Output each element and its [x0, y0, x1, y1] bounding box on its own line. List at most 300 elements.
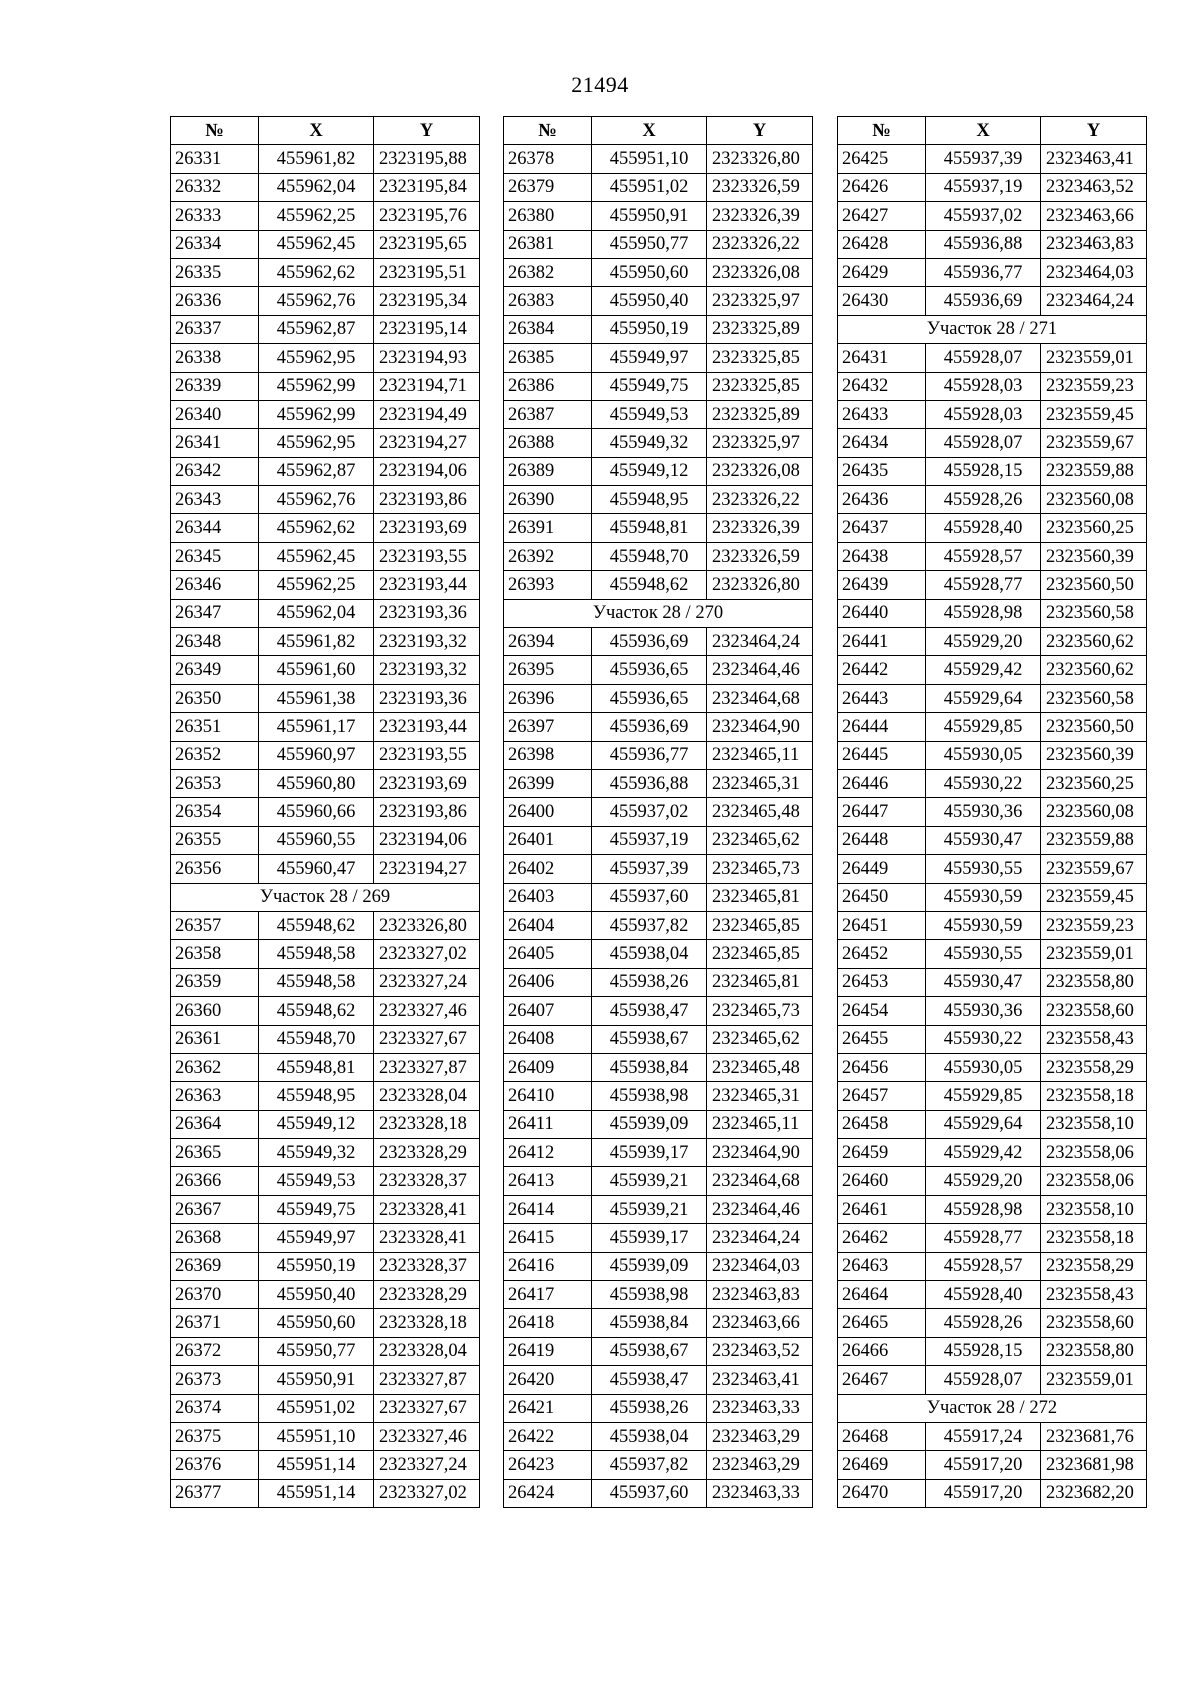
table-row: [504, 1195, 813, 1223]
coordinate-y: 2323194,27: [374, 855, 480, 883]
table-row: [504, 769, 813, 797]
point-number: 26396: [504, 684, 592, 712]
coordinate-x: 455938,47: [592, 997, 707, 1025]
coordinate-y: 2323560,39: [1041, 542, 1147, 570]
table-row: [504, 997, 813, 1025]
table-row: [504, 1110, 813, 1138]
coordinate-y: 2323463,29: [707, 1422, 813, 1450]
table-row: [838, 656, 1147, 684]
coordinate-y: 2323327,24: [374, 1451, 480, 1479]
coordinate-y: 2323195,34: [374, 287, 480, 315]
point-number: 26357: [171, 911, 259, 939]
table-row: [504, 542, 813, 570]
section-heading: Участок 28 / 271: [838, 315, 1147, 343]
point-number: 26437: [838, 514, 926, 542]
table-row: [171, 344, 480, 372]
coordinate-x: 455949,53: [592, 400, 707, 428]
coordinates-table-right: [837, 116, 1147, 1508]
point-number: 26404: [504, 911, 592, 939]
table-row: [171, 599, 480, 627]
table-row: [171, 656, 480, 684]
coordinate-y: 2323326,39: [707, 514, 813, 542]
coordinate-x: 455948,62: [259, 911, 374, 939]
table-row: [504, 1394, 813, 1422]
point-number: 26379: [504, 173, 592, 201]
coordinate-y: 2323560,50: [1041, 713, 1147, 741]
point-number: 26372: [171, 1337, 259, 1365]
table-row: [838, 1195, 1147, 1223]
table-row: [838, 1224, 1147, 1252]
point-number: 26458: [838, 1110, 926, 1138]
table-row: [171, 940, 480, 968]
coordinate-y: 2323465,48: [707, 798, 813, 826]
point-number: 26362: [171, 1053, 259, 1081]
section-heading-row: [504, 599, 813, 627]
coordinate-x: 455938,26: [592, 1394, 707, 1422]
point-number: 26418: [504, 1309, 592, 1337]
coordinate-y: 2323559,23: [1041, 372, 1147, 400]
coordinate-y: 2323326,59: [707, 542, 813, 570]
point-number: 26363: [171, 1082, 259, 1110]
coordinate-x: 455962,87: [259, 315, 374, 343]
coordinate-x: 455937,19: [592, 826, 707, 854]
point-number: 26344: [171, 514, 259, 542]
point-number: 26368: [171, 1224, 259, 1252]
coordinate-y: 2323464,03: [1041, 258, 1147, 286]
point-number: 26428: [838, 230, 926, 258]
coordinate-y: 2323327,02: [374, 1479, 480, 1507]
coordinate-y: 2323558,29: [1041, 1252, 1147, 1280]
point-number: 26371: [171, 1309, 259, 1337]
coordinate-y: 2323682,20: [1041, 1479, 1147, 1507]
table-row: [171, 628, 480, 656]
coordinate-y: 2323326,08: [707, 258, 813, 286]
coordinate-x: 455948,70: [259, 1025, 374, 1053]
coordinate-x: 455960,97: [259, 741, 374, 769]
coordinate-x: 455936,65: [592, 684, 707, 712]
point-number: 26383: [504, 287, 592, 315]
coordinate-y: 2323463,41: [707, 1366, 813, 1394]
point-number: 26470: [838, 1479, 926, 1507]
table-row: [171, 173, 480, 201]
coordinate-x: 455950,91: [259, 1366, 374, 1394]
coordinate-x: 455937,02: [926, 202, 1041, 230]
point-number: 26412: [504, 1139, 592, 1167]
point-number: 26366: [171, 1167, 259, 1195]
header-x: X: [259, 117, 374, 145]
coordinate-x: 455928,03: [926, 400, 1041, 428]
coordinate-y: 2323193,55: [374, 741, 480, 769]
section-heading: Участок 28 / 270: [504, 599, 813, 627]
coordinate-y: 2323559,01: [1041, 1366, 1147, 1394]
point-number: 26352: [171, 741, 259, 769]
point-number: 26334: [171, 230, 259, 258]
point-number: 26443: [838, 684, 926, 712]
coordinate-y: 2323194,93: [374, 344, 480, 372]
coordinate-x: 455962,45: [259, 542, 374, 570]
coordinate-x: 455930,22: [926, 1025, 1041, 1053]
table-row: [171, 258, 480, 286]
coordinate-x: 455936,77: [592, 741, 707, 769]
table-row: [838, 400, 1147, 428]
table-row: [838, 258, 1147, 286]
coordinate-x: 455937,19: [926, 173, 1041, 201]
table-row: [504, 315, 813, 343]
table-row: [171, 1451, 480, 1479]
coordinate-y: 2323463,52: [1041, 173, 1147, 201]
coordinate-y: 2323558,10: [1041, 1110, 1147, 1138]
point-number: 26410: [504, 1082, 592, 1110]
point-number: 26455: [838, 1025, 926, 1053]
header-x: X: [592, 117, 707, 145]
coordinate-x: 455937,39: [592, 855, 707, 883]
coordinate-x: 455938,26: [592, 968, 707, 996]
point-number: 26448: [838, 826, 926, 854]
coordinate-y: 2323326,80: [374, 911, 480, 939]
coordinate-y: 2323558,29: [1041, 1053, 1147, 1081]
coordinate-y: 2323464,46: [707, 1195, 813, 1223]
point-number: 26397: [504, 713, 592, 741]
table-row: [504, 1053, 813, 1081]
coordinate-y: 2323465,62: [707, 1025, 813, 1053]
coordinate-x: 455951,10: [259, 1422, 374, 1450]
coordinate-y: 2323325,89: [707, 315, 813, 343]
point-number: 26350: [171, 684, 259, 712]
point-number: 26340: [171, 400, 259, 428]
coordinate-x: 455939,21: [592, 1167, 707, 1195]
point-number: 26432: [838, 372, 926, 400]
point-number: 26360: [171, 997, 259, 1025]
point-number: 26348: [171, 628, 259, 656]
coordinate-x: 455951,14: [259, 1479, 374, 1507]
coordinate-x: 455937,82: [592, 1451, 707, 1479]
table-row: [504, 1025, 813, 1053]
point-number: 26446: [838, 769, 926, 797]
coordinate-x: 455949,75: [592, 372, 707, 400]
point-number: 26373: [171, 1366, 259, 1394]
table-row: [171, 911, 480, 939]
coordinate-x: 455930,47: [926, 826, 1041, 854]
coordinate-y: 2323559,23: [1041, 911, 1147, 939]
table-row: [838, 429, 1147, 457]
coordinate-y: 2323326,22: [707, 230, 813, 258]
coordinate-x: 455950,60: [259, 1309, 374, 1337]
coordinate-y: 2323193,36: [374, 599, 480, 627]
point-number: 26445: [838, 741, 926, 769]
table-row: [171, 1082, 480, 1110]
coordinate-x: 455960,66: [259, 798, 374, 826]
coordinate-x: 455962,99: [259, 372, 374, 400]
coordinate-y: 2323559,67: [1041, 855, 1147, 883]
point-number: 26400: [504, 798, 592, 826]
coordinate-y: 2323327,67: [374, 1394, 480, 1422]
table-row: [171, 1479, 480, 1507]
coordinate-x: 455949,32: [259, 1139, 374, 1167]
table-row: [504, 571, 813, 599]
table-row: [838, 911, 1147, 939]
coordinate-x: 455948,95: [592, 486, 707, 514]
coordinate-x: 455962,76: [259, 287, 374, 315]
table-row: [838, 855, 1147, 883]
coordinate-x: 455948,81: [592, 514, 707, 542]
section-heading: Участок 28 / 272: [838, 1394, 1147, 1422]
point-number: 26385: [504, 344, 592, 372]
point-number: 26386: [504, 372, 592, 400]
table-row: [504, 1167, 813, 1195]
coordinate-y: 2323195,14: [374, 315, 480, 343]
point-number: 26411: [504, 1110, 592, 1138]
coordinate-x: 455962,62: [259, 258, 374, 286]
table-row: [171, 457, 480, 485]
coordinate-y: 2323464,03: [707, 1252, 813, 1280]
table-row: [171, 1110, 480, 1138]
point-number: 26376: [171, 1451, 259, 1479]
point-number: 26354: [171, 798, 259, 826]
table-row: [504, 826, 813, 854]
table-row: [838, 173, 1147, 201]
coordinate-x: 455961,60: [259, 656, 374, 684]
point-number: 26391: [504, 514, 592, 542]
table-row: [171, 1281, 480, 1309]
coordinate-x: 455949,75: [259, 1195, 374, 1223]
point-number: 26462: [838, 1224, 926, 1252]
coordinate-x: 455950,19: [592, 315, 707, 343]
coordinate-y: 2323558,06: [1041, 1139, 1147, 1167]
coordinate-y: 2323464,24: [707, 628, 813, 656]
point-number: 26406: [504, 968, 592, 996]
coordinate-y: 2323559,88: [1041, 457, 1147, 485]
header-y: Y: [374, 117, 480, 145]
point-number: 26447: [838, 798, 926, 826]
coordinate-x: 455939,17: [592, 1224, 707, 1252]
coordinate-y: 2323327,46: [374, 1422, 480, 1450]
coordinate-x: 455938,67: [592, 1025, 707, 1053]
coordinate-x: 455962,76: [259, 486, 374, 514]
table-row: [504, 400, 813, 428]
coordinate-x: 455928,07: [926, 429, 1041, 457]
coordinate-x: 455938,47: [592, 1366, 707, 1394]
point-number: 26450: [838, 883, 926, 911]
point-number: 26442: [838, 656, 926, 684]
coordinate-x: 455928,57: [926, 1252, 1041, 1280]
table-row: [171, 372, 480, 400]
point-number: 26398: [504, 741, 592, 769]
table-row: [504, 1281, 813, 1309]
coordinate-y: 2323464,68: [707, 684, 813, 712]
point-number: 26384: [504, 315, 592, 343]
point-number: 26461: [838, 1195, 926, 1223]
coordinate-x: 455938,98: [592, 1082, 707, 1110]
coordinate-x: 455928,77: [926, 571, 1041, 599]
coordinate-x: 455962,45: [259, 230, 374, 258]
point-number: 26333: [171, 202, 259, 230]
table-row: [838, 940, 1147, 968]
coordinate-y: 2323328,41: [374, 1195, 480, 1223]
point-number: 26415: [504, 1224, 592, 1252]
coordinate-y: 2323328,18: [374, 1110, 480, 1138]
point-number: 26395: [504, 656, 592, 684]
coordinate-y: 2323193,32: [374, 628, 480, 656]
table-row: [171, 542, 480, 570]
point-number: 26358: [171, 940, 259, 968]
table-row: [171, 1195, 480, 1223]
coordinate-x: 455937,82: [592, 911, 707, 939]
table-row: [838, 514, 1147, 542]
coordinate-y: 2323464,46: [707, 656, 813, 684]
point-number: 26423: [504, 1451, 592, 1479]
table-row: [504, 968, 813, 996]
table-row: [838, 1167, 1147, 1195]
coordinate-y: 2323465,62: [707, 826, 813, 854]
coordinate-x: 455938,98: [592, 1281, 707, 1309]
table-row: [504, 1479, 813, 1507]
table-row: [171, 855, 480, 883]
coordinate-x: 455961,82: [259, 145, 374, 173]
coordinate-y: 2323463,66: [707, 1309, 813, 1337]
coordinate-y: 2323465,85: [707, 940, 813, 968]
coordinate-x: 455928,40: [926, 514, 1041, 542]
coordinate-y: 2323193,44: [374, 713, 480, 741]
coordinate-y: 2323195,84: [374, 173, 480, 201]
table-row: [504, 940, 813, 968]
coordinate-y: 2323681,98: [1041, 1451, 1147, 1479]
coordinate-y: 2323193,32: [374, 656, 480, 684]
coordinate-y: 2323559,01: [1041, 940, 1147, 968]
table-row: [504, 741, 813, 769]
coordinate-y: 2323465,31: [707, 1082, 813, 1110]
point-number: 26453: [838, 968, 926, 996]
table-row: [171, 1025, 480, 1053]
coordinate-x: 455962,95: [259, 429, 374, 457]
coordinate-x: 455930,05: [926, 1053, 1041, 1081]
point-number: 26435: [838, 457, 926, 485]
coordinate-y: 2323328,29: [374, 1281, 480, 1309]
coordinate-y: 2323328,29: [374, 1139, 480, 1167]
table-row: [838, 997, 1147, 1025]
point-number: 26387: [504, 400, 592, 428]
coordinate-y: 2323328,18: [374, 1309, 480, 1337]
coordinate-y: 2323193,55: [374, 542, 480, 570]
coordinate-y: 2323465,73: [707, 997, 813, 1025]
point-number: 26388: [504, 429, 592, 457]
coordinate-x: 455949,53: [259, 1167, 374, 1195]
coordinate-y: 2323194,06: [374, 457, 480, 485]
coordinate-x: 455930,36: [926, 997, 1041, 1025]
table-row: [504, 372, 813, 400]
point-number: 26375: [171, 1422, 259, 1450]
header-number: №: [171, 117, 259, 145]
coordinate-x: 455929,64: [926, 684, 1041, 712]
coordinate-y: 2323558,60: [1041, 997, 1147, 1025]
coordinate-y: 2323193,36: [374, 684, 480, 712]
coordinate-x: 455951,02: [592, 173, 707, 201]
table-row: [838, 1139, 1147, 1167]
coordinate-y: 2323558,18: [1041, 1082, 1147, 1110]
coordinate-x: 455929,20: [926, 628, 1041, 656]
point-number: 26335: [171, 258, 259, 286]
table-row: [838, 287, 1147, 315]
coordinate-x: 455928,15: [926, 457, 1041, 485]
point-number: 26351: [171, 713, 259, 741]
coordinate-x: 455938,04: [592, 1422, 707, 1450]
coordinate-x: 455929,20: [926, 1167, 1041, 1195]
table-row: [171, 684, 480, 712]
table-row: [838, 542, 1147, 570]
coordinate-y: 2323559,01: [1041, 344, 1147, 372]
point-number: 26364: [171, 1110, 259, 1138]
coordinate-x: 455939,09: [592, 1252, 707, 1280]
point-number: 26467: [838, 1366, 926, 1394]
point-number: 26466: [838, 1337, 926, 1365]
coordinate-x: 455929,42: [926, 656, 1041, 684]
table-row: [504, 713, 813, 741]
table-row: [504, 684, 813, 712]
coordinate-x: 455949,32: [592, 429, 707, 457]
table-row: [504, 883, 813, 911]
coordinate-y: 2323558,10: [1041, 1195, 1147, 1223]
point-number: 26438: [838, 542, 926, 570]
coordinate-y: 2323464,90: [707, 1139, 813, 1167]
section-heading-row: [838, 1394, 1147, 1422]
coordinate-x: 455929,42: [926, 1139, 1041, 1167]
table-row: [171, 1337, 480, 1365]
table-row: [838, 486, 1147, 514]
coordinate-x: 455937,60: [592, 1479, 707, 1507]
coordinate-y: 2323325,89: [707, 400, 813, 428]
coordinate-y: 2323560,39: [1041, 741, 1147, 769]
table-row: [838, 1451, 1147, 1479]
point-number: 26399: [504, 769, 592, 797]
coordinate-y: 2323560,50: [1041, 571, 1147, 599]
coordinate-x: 455962,25: [259, 571, 374, 599]
coordinate-y: 2323326,80: [707, 571, 813, 599]
coordinates-table-middle: [503, 116, 813, 1508]
coordinate-x: 455950,77: [259, 1337, 374, 1365]
point-number: 26427: [838, 202, 926, 230]
point-number: 26444: [838, 713, 926, 741]
coordinate-y: 2323465,85: [707, 911, 813, 939]
coordinate-x: 455917,20: [926, 1479, 1041, 1507]
table-row: [504, 1139, 813, 1167]
coordinate-y: 2323560,58: [1041, 599, 1147, 627]
table-row: [838, 1479, 1147, 1507]
coordinate-x: 455938,04: [592, 940, 707, 968]
header-number: №: [838, 117, 926, 145]
coordinate-y: 2323463,83: [707, 1281, 813, 1309]
coordinate-y: 2323465,31: [707, 769, 813, 797]
table-row: [838, 1252, 1147, 1280]
point-number: 26426: [838, 173, 926, 201]
table-row: [504, 486, 813, 514]
table-row: [171, 1053, 480, 1081]
table-row: [504, 628, 813, 656]
table-row: [171, 145, 480, 173]
coordinate-y: 2323327,02: [374, 940, 480, 968]
table-row: [504, 1451, 813, 1479]
point-number: 26332: [171, 173, 259, 201]
coordinate-y: 2323326,08: [707, 457, 813, 485]
table-row: [171, 1366, 480, 1394]
coordinate-x: 455936,77: [926, 258, 1041, 286]
point-number: 26439: [838, 571, 926, 599]
coordinate-x: 455948,62: [592, 571, 707, 599]
coordinate-y: 2323465,48: [707, 1053, 813, 1081]
coordinate-x: 455928,15: [926, 1337, 1041, 1365]
point-number: 26336: [171, 287, 259, 315]
point-number: 26394: [504, 628, 592, 656]
coordinate-x: 455939,17: [592, 1139, 707, 1167]
table-row: [171, 968, 480, 996]
